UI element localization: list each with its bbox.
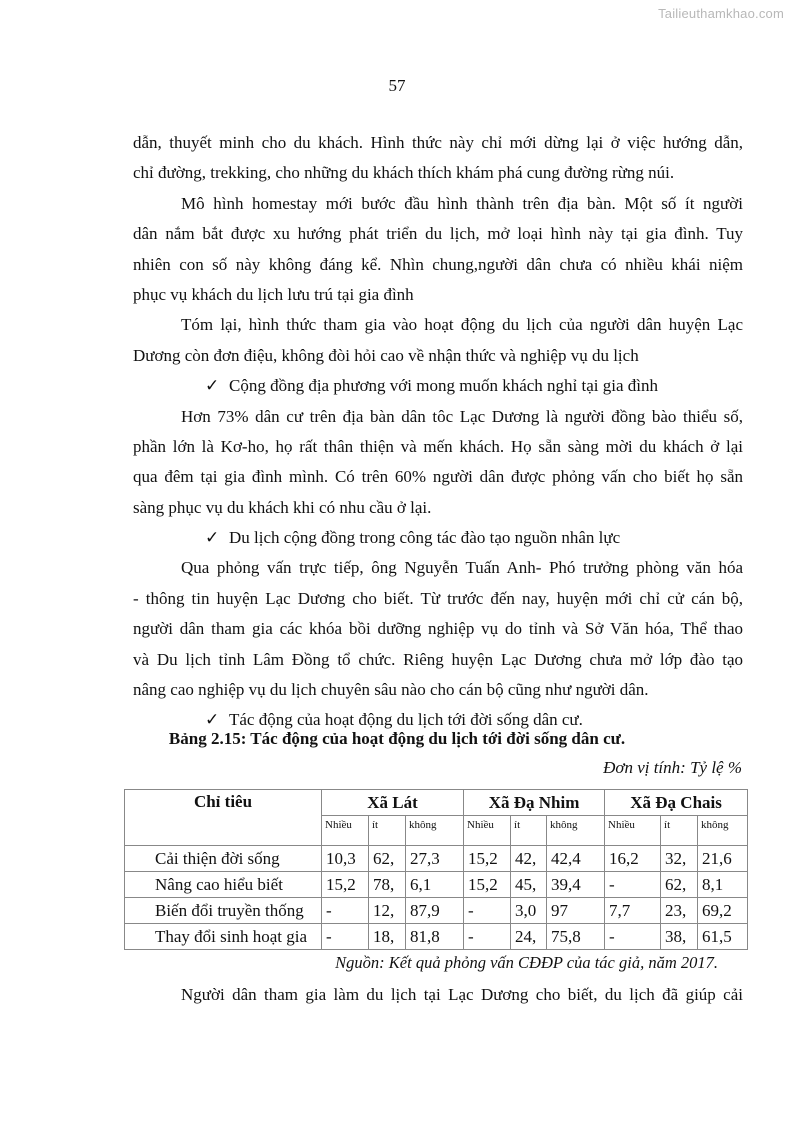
cell: 45, [511, 872, 547, 898]
subheader-it: ít [369, 816, 406, 846]
cell: 81,8 [406, 924, 464, 950]
cell: 69,2 [698, 898, 748, 924]
subheader-khong: không [547, 816, 605, 846]
text-line: và Du lịch tỉnh Lâm Đồng tổ chức. Riêng huyện Lạc Dương chưa mở lớp đào tạo [133, 649, 743, 669]
text-line: người dân tham gia các khóa bồi dưỡng nghiệp vụ do tỉnh và Sở Văn hóa, Thể thao [133, 619, 743, 639]
cell: 42, [511, 846, 547, 872]
text-line: nâng cao nghiệp vụ du lịch chuyên sâu nào cho cán bộ cũng như người dân. [133, 680, 649, 700]
cell: 61,5 [698, 924, 748, 950]
table-caption: Bảng 2.15: Tác động của hoạt động du lịch tới đời sống dân cư. [168, 729, 626, 748]
cell: 42,4 [547, 846, 605, 872]
column-group-xa-da-chais: Xã Đạ Chais [605, 790, 748, 816]
row-label: Nâng cao hiểu biết [125, 872, 322, 898]
bullet-text: Cộng đồng địa phương với mong muốn khách nghỉ tại gia đình [229, 376, 659, 396]
text-line: phục vụ khách du lịch lưu trú tại gia đình [133, 284, 414, 304]
table-unit: Đơn vị tính: Tỷ lệ % [603, 758, 742, 777]
cell: 21,6 [698, 846, 748, 872]
cell: 6,1 [406, 872, 464, 898]
cell: 23, [661, 898, 698, 924]
cell: 12, [369, 898, 406, 924]
table-header-row [125, 790, 748, 816]
cell: - [464, 898, 511, 924]
text-line: qua đêm tại gia đình mình. Có trên 60% người dân được phỏng vấn cho biết họ sẵn [133, 467, 743, 487]
text-line: chỉ đường, trekking, cho những du khách thích khám phá cung đường rừng núi. [133, 163, 675, 183]
bullet-item [133, 523, 743, 553]
cell: 7,7 [605, 898, 661, 924]
subheader-khong: không [406, 816, 464, 846]
subheader-nhieu: Nhiều [605, 816, 661, 846]
table-source: Nguồn: Kết quả phỏng vấn CĐĐP của tác giả, năm 2017. [335, 953, 718, 972]
impact-table [124, 789, 748, 950]
cell: 15,2 [464, 872, 511, 898]
subheader-it: ít [661, 816, 698, 846]
subheader-nhieu: Nhiều [464, 816, 511, 846]
checkmark-icon: ✓ [205, 528, 220, 548]
text-line: Qua phỏng vấn trực tiếp, ông Nguyễn Tuấn Anh- Phó trưởng phòng văn hóa [181, 558, 743, 578]
cell: 8,1 [698, 872, 748, 898]
bullet-text: Tác động của hoạt động du lịch tới đời sống dân cư. [229, 710, 583, 730]
cell: 87,9 [406, 898, 464, 924]
table-row [125, 846, 748, 872]
subheader-khong: không [698, 816, 748, 846]
row-label: Cải thiện đời sống [125, 846, 322, 872]
cell: 3,0 [511, 898, 547, 924]
text-line: phần lớn là Kơ-ho, họ rất thân thiện và mến khách. Họ sẵn sàng mời du khách ở lại [133, 436, 743, 456]
text-line: Hơn 73% dân cư trên địa bàn dân tôc Lạc Dương là người đồng bào thiểu số, [181, 406, 743, 426]
cell: 27,3 [406, 846, 464, 872]
body-text [133, 128, 743, 736]
text-line: nhiên con số này không đáng kể. Nhìn chung,người dân chưa có nhiều khái niệm [133, 254, 743, 274]
cell: 62, [661, 872, 698, 898]
bullet-item [133, 371, 743, 401]
cell: 38, [661, 924, 698, 950]
text-line: - thông tin huyện Lạc Dương cho biết. Từ trước đến nay, huyện mới chỉ cử cán bộ, [133, 588, 743, 608]
cell: 15,2 [464, 846, 511, 872]
cell: 39,4 [547, 872, 605, 898]
checkmark-icon: ✓ [205, 710, 220, 730]
column-group-xa-da-nhim: Xã Đạ Nhim [464, 790, 605, 816]
cell: - [322, 898, 369, 924]
text-line: Dương còn đơn điệu, không đòi hỏi cao về nhận thức và nghiệp vụ du lịch [133, 345, 639, 365]
cell: 16,2 [605, 846, 661, 872]
page-number: 57 [388, 76, 406, 95]
cell: 32, [661, 846, 698, 872]
cell: 78, [369, 872, 406, 898]
cell: 10,3 [322, 846, 369, 872]
text-line: Tóm lại, hình thức tham gia vào hoạt động du lịch của người dân huyện Lạc [181, 315, 743, 335]
cell: 15,2 [322, 872, 369, 898]
cell: - [322, 924, 369, 950]
checkmark-icon: ✓ [205, 376, 220, 396]
subheader-it: ít [511, 816, 547, 846]
table-row [125, 872, 748, 898]
cell: 97 [547, 898, 605, 924]
cell: - [464, 924, 511, 950]
row-label: Thay đổi sinh hoạt gia [125, 924, 322, 950]
column-header-indicator: Chỉ tiêu [125, 790, 322, 846]
bullet-text: Du lịch cộng đồng trong công tác đào tạo nguồn nhân lực [229, 528, 621, 548]
row-label: Biến đổi truyền thống [125, 898, 322, 924]
text-line: dân nắm bắt được xu hướng phát triển du lịch, mở loại hình này tại gia đình. Tuy [133, 224, 743, 244]
text-line: Mô hình homestay mới bước đầu hình thành trên địa bàn. Một số ít người [181, 193, 743, 213]
cell: 62, [369, 846, 406, 872]
column-group-xa-lat: Xã Lát [322, 790, 464, 816]
text-line: dẫn, thuyết minh cho du khách. Hình thức này chỉ mới dừng lại ở việc hướng dẫn, [133, 133, 743, 152]
watermark: Tailieuthamkhao.com [658, 6, 784, 21]
cell: 75,8 [547, 924, 605, 950]
subheader-nhieu: Nhiều [322, 816, 369, 846]
text-line: Người dân tham gia làm du lịch tại Lạc Dương cho biết, du lịch đã giúp cải [181, 985, 743, 1004]
cell: 24, [511, 924, 547, 950]
cell: 18, [369, 924, 406, 950]
table-row [125, 898, 748, 924]
text-line: sàng phục vụ du khách khi có nhu cầu ở lại. [133, 497, 432, 517]
table-row [125, 924, 748, 950]
cell: - [605, 924, 661, 950]
cell: - [605, 872, 661, 898]
